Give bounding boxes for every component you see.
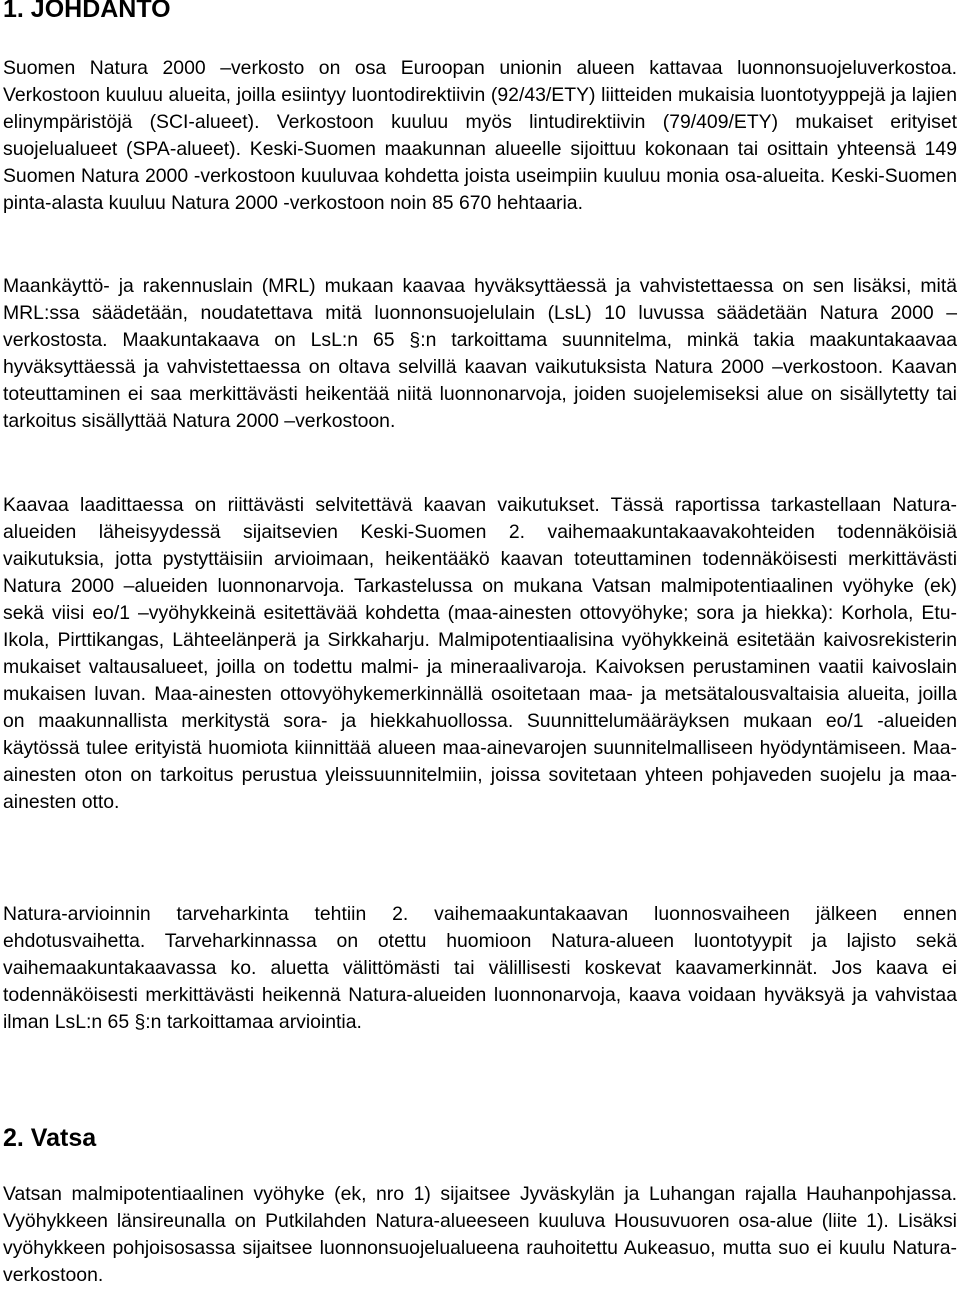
paragraph-mrl-requirements: Maankäyttö- ja rakennuslain (MRL) mukaan kaavaa hyväksyttäessä ja vahvistettaessa on sen lisäksi, mitä MRL:ssa säädetään, noudatettava mitä luonnonsuojelulain (LsL) 10 luvussa säädetään Natura 2000 –verkostosta. Maakuntakaava on LsL:n 65 §:n tarkoittama suunnitelma, minkä takia maakuntakaavaa hyväksyttäessä ja vahvistettaessa on oltava selvillä kaavan vaikutuksista Natura 2000 –verkostoon. Kaavan toteuttaminen ei saa merkittävästi heikentää niitä luonnonarvoja, joiden suojelemiseksi alue on sisällytetty tai tarkoitus sisällyttää Natura 2000 –verkostoon.	[3, 275, 957, 432]
paragraph-needs-assessment: Natura-arvioinnin tarveharkinta tehtiin 2. vaihemaakuntakaavan luonnosvaiheen jälkeen ennen ehdotusvaihetta. Tarveharkinnassa on otettu huomioon Natura-alueen luontotyypit ja lajisto sekä vaihemaakuntakaavassa ko. aluetta välittömästi tai välillisesti koskevat kaavamerkinnät. Jos kaava ei todennäköisesti merkittävästi heikennä Natura-alueiden luonnonarvoja, kaava voidaan hyväksyä ja vahvistaa ilman LsL:n 65 §:n tarkoittamaa arviointia.	[3, 903, 957, 1033]
paragraph-natura-network: Suomen Natura 2000 –verkosto on osa Euroopan unionin alueen kattavaa luonnonsuojeluverkostoa. Verkostoon kuuluu alueita, joilla esiintyy luontodirektiivin (92/43/ETY) liitteiden mukaisia luontotyyppejä ja lajien elinympäristöjä (SCI-alueet). Verkostoon kuuluu myös lintudirektiivin (79/409/ETY) mukaiset erityiset suojelualueet (SPA-alueet). Keski-Suomen maakunnan alueelle sijoittuu kokonaan tai osittain yhteensä 149 Suomen Natura 2000 -verkostoon kuuluvaa kohdetta joista useimpiin kuuluu monia osa-alueita. Keski-Suomen pinta-alasta kuuluu Natura 2000 -verkostoon noin 85 670 hehtaaria.	[3, 57, 957, 214]
paragraph-vatsa-description: Vatsan malmipotentiaalinen vyöhyke (ek, nro 1) sijaitsee Jyväskylän ja Luhangan rajalla Hauhanpohjassa. Vyöhykkeen länsireunalla on Putkilahden Natura-alueeseen kuuluva Housuvuoren osa-alue (liite 1). Lisäksi vyöhykkeen pohjoisosassa sijaitsee luonnonsuojelualueena rauhoitettu Aukeasuo, mutta suo ei kuulu Natura-verkostoon.	[3, 1183, 957, 1286]
section-heading-johdanto: 1. JOHDANTO	[3, 0, 171, 23]
section-heading-vatsa: 2. Vatsa	[3, 1124, 97, 1152]
paragraph-report-scope: Kaavaa laadittaessa on riittävästi selvitettävä kaavan vaikutukset. Tässä raportissa tarkastellaan Natura-alueiden läheisyydessä sijaitsevien Keski-Suomen 2. vaihemaakuntakaavakohteiden todennäköisiä vaikutuksia, jotta pystyttäisiin arvioimaan, heikentääkö kaavan toteuttaminen todennäköisesti merkittävästi Natura 2000 –alueiden luonnonarvoja. Tarkastelussa on mukana Vatsan malmipotentiaalinen vyöhyke (ek) sekä viisi eo/1 –vyöhykkeinä esitettävää kohdetta (maa-ainesten ottovyöhyke; sora ja hiekka): Korhola, Etu-Ikola, Pirttikangas, Lähteelänperä ja Sirkkaharju. Malmipotentiaalisina vyöhykkeinä esitetään kaivosrekisterin mukaiset valtausalueet, joilla on todettu malmi- ja mineraalivaroja. Kaivoksen perustaminen vaatii kaivoslain mukaisen luvan. Maa-ainesten ottovyöhykemerkinnällä osoitetaan maa- ja metsätalousvaltaisia alueita, joilla on maakunnallista merkitystä sora- ja hiekkahuollossa. Suunnittelumääräyksen mukaan eo/1 -alueiden käytössä tulee erityistä huomiota kiinnittää alueen maa-ainevarojen suunnitelmalliseen hyödyntämiseen. Maaainesten oton on tarkoitus perustua yleissuunnitelmiin, joissa sovitetaan yhteen pohjaveden suojelu ja maa-ainesten otto.	[3, 494, 957, 813]
